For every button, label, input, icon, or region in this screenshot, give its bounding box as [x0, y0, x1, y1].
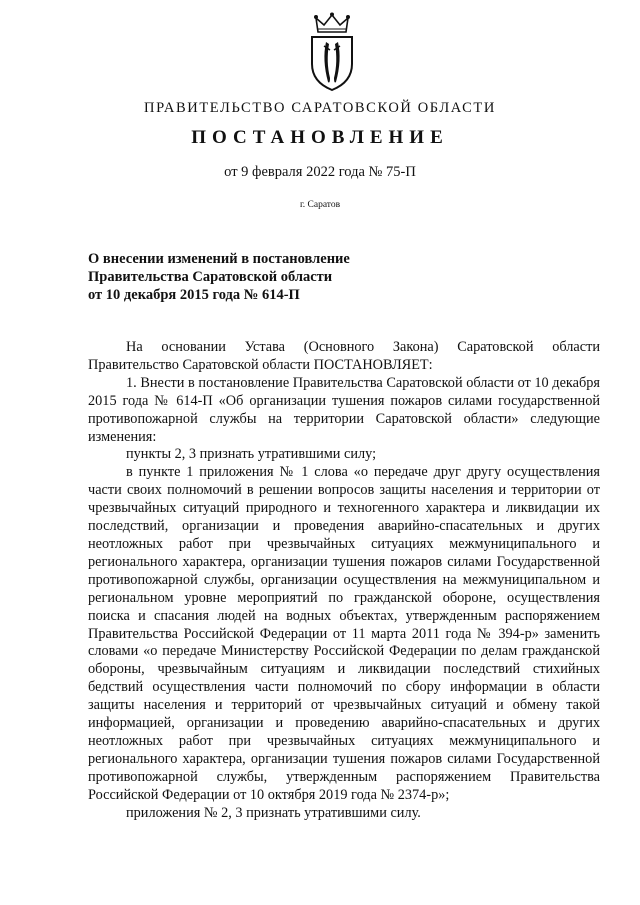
body-paragraph: в пункте 1 приложения № 1 слова «о передаче друг другу осуществления части своих полномочий в решении вопросов защиты населения и территории от чрезвычайных ситуаций природного и техногенного характера и ликвидации их последствий, организации и проведения аварийно-спасательных и других неотложных работ при чрезвычайных ситуациях межмуниципального и регионального характера, организации тушения пожаров силами Государственной противопожарной службы, организации осуществления на межмуниципальном и региональном уровне мероприятий по гражданской обороне, осуществления поиска и спасания людей на водных объектах, утвержденным распоряжением Правительства Российской Федерации от 11 марта 2011 года № 394-р» заменить словами «о передаче Министерству Российской Федерации по делам гражданской обороны, чрезвычайным ситуациям и ликвидации последствий стихийных бедствий осуществления части полномочий по сбору информации в области защиты населения и территорий от чрезвычайных ситуаций и обмену такой информацией, организации и проведению аварийно-спасательных и других неотложных работ при чрезвычайных ситуациях межмуниципального и регионального характера, организации тушения пожаров силами Государственной противопожарной службы, утвержденным распоряжением Правительства Российской Федерации от 10 октября 2019 года № 2374-р»;: [88, 464, 600, 803]
subject-line: от 10 декабря 2015 года № 614-П: [88, 287, 300, 303]
coat-of-arms-emblem: [304, 12, 360, 92]
subject-line: Правительства Саратовской области: [88, 269, 333, 285]
body-paragraph: На основании Устава (Основного Закона) Саратовской области Правительство Саратовской области ПОСТАНОВЛЯЕТ:: [88, 339, 600, 373]
body-paragraph: пункты 2, 3 признать утратившими силу;: [126, 446, 377, 463]
document-type-title: ПОСТАНОВЛЕНИЕ: [191, 127, 449, 148]
organization-name: ПРАВИТЕЛЬСТВО САРАТОВСКОЙ ОБЛАСТИ: [144, 100, 496, 116]
body-paragraph: приложения № 2, 3 признать утратившими силу.: [126, 804, 421, 821]
body-paragraph: 1. Внести в постановление Правительства Саратовской области от 10 декабря 2015 года № 614-П «Об организации тушения пожаров силами государственной противопожарной службы на территории Саратовской области» следующие изменения:: [88, 374, 600, 445]
subject-line: О внесении изменений в постановление: [88, 251, 350, 267]
document-subject: [88, 250, 448, 304]
document-city: г. Саратов: [299, 200, 341, 210]
document-body: [88, 339, 600, 822]
document-date-number: от 9 февраля 2022 года № 75-П: [224, 164, 416, 180]
